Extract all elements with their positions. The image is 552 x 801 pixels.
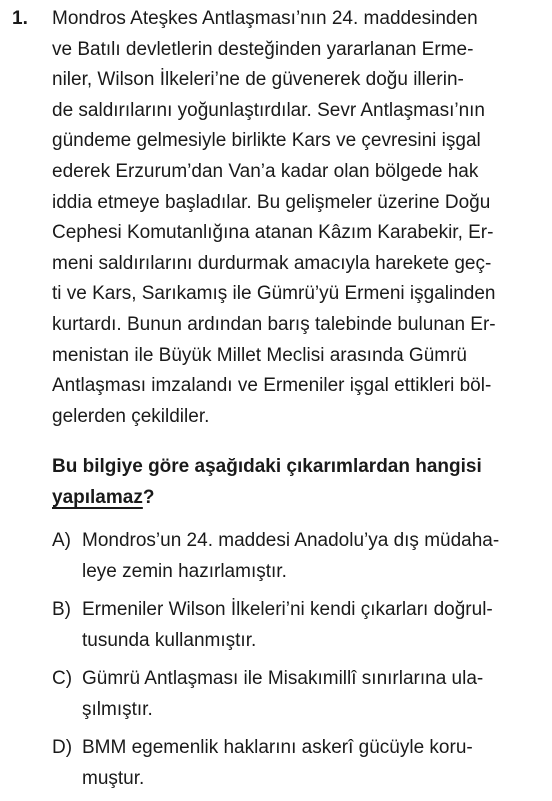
option-line: BMM egemenlik haklarını askerî gücüyle koru- <box>82 737 473 758</box>
question-number: 1. <box>12 8 28 29</box>
option-letter: C) <box>52 668 73 689</box>
passage-line: gündeme gelmesiyle birlikte Kars ve çevresini işgal <box>52 130 481 152</box>
option-text <box>82 663 544 725</box>
answer-options <box>52 525 544 801</box>
option-text <box>82 594 544 656</box>
option-line: Ermeniler Wilson İlkeleri’ni kendi çıkarları doğrul- <box>82 599 493 620</box>
passage-line: Mondros Ateşkes Antlaşması’nın 24. maddesinden <box>52 8 478 29</box>
passage-line: Cephesi Komutanlığına atanan Kâzım Karabekir, Er- <box>52 222 494 244</box>
passage-line: ederek Erzurum’dan Van’a kadar olan bölgede hak <box>52 160 479 182</box>
option-line: muştur. <box>82 768 145 789</box>
prompt-line-2 <box>52 482 544 513</box>
option-line: leye zemin hazırlamıştır. <box>82 561 287 582</box>
option-letter: D) <box>52 737 73 758</box>
question-prompt <box>52 451 544 513</box>
prompt-question-mark: ? <box>142 487 155 508</box>
prompt-underlined-word: yapılamaz <box>52 487 143 508</box>
option-c[interactable] <box>52 663 544 725</box>
passage-line: ve Batılı devletlerin desteğinden yararlanan Erme- <box>52 38 474 60</box>
passage-line: Antlaşması imzalandı ve Ermeniler işgal ettikleri böl- <box>52 375 492 397</box>
passage-line: de saldırılarını yoğunlaştırdılar. Sevr Antlaşması’nın <box>52 99 485 121</box>
option-text <box>82 732 544 794</box>
passage-line: niler, Wilson İlkeleri’ne de güvenerek doğu illerin- <box>52 69 464 91</box>
option-line: Mondros’un 24. maddesi Anadolu’ya dış müdaha- <box>82 530 500 551</box>
option-line: tusunda kullanmıştır. <box>82 630 257 651</box>
passage-line: gelerden çekildiler. <box>52 405 210 427</box>
option-line: şılmıştır. <box>82 699 153 720</box>
passage-line: iddia etmeye başladılar. Bu gelişmeler üzerine Doğu <box>52 191 491 213</box>
passage-line: menistan ile Büyük Millet Meclisi arasında Gümrü <box>52 344 467 366</box>
option-letter: B) <box>52 599 71 620</box>
option-b[interactable] <box>52 594 544 656</box>
question-passage <box>52 4 544 432</box>
option-line: Gümrü Antlaşması ile Misakımillî sınırlarına ula- <box>82 668 484 689</box>
passage-line: meni saldırılarını durdurmak amacıyla harekete geç- <box>52 252 492 274</box>
passage-line: ti ve Kars, Sarıkamış ile Gümrü’yü Ermeni işgalinden <box>52 283 496 305</box>
option-d[interactable] <box>52 732 544 794</box>
prompt-line: Bu bilgiye göre aşağıdaki çıkarımlardan hangisi <box>52 456 482 477</box>
option-letter: A) <box>52 530 71 551</box>
option-text <box>82 525 544 587</box>
passage-line: kurtardı. Bunun ardından barış talebinde bulunan Er- <box>52 313 496 335</box>
option-a[interactable] <box>52 525 544 587</box>
